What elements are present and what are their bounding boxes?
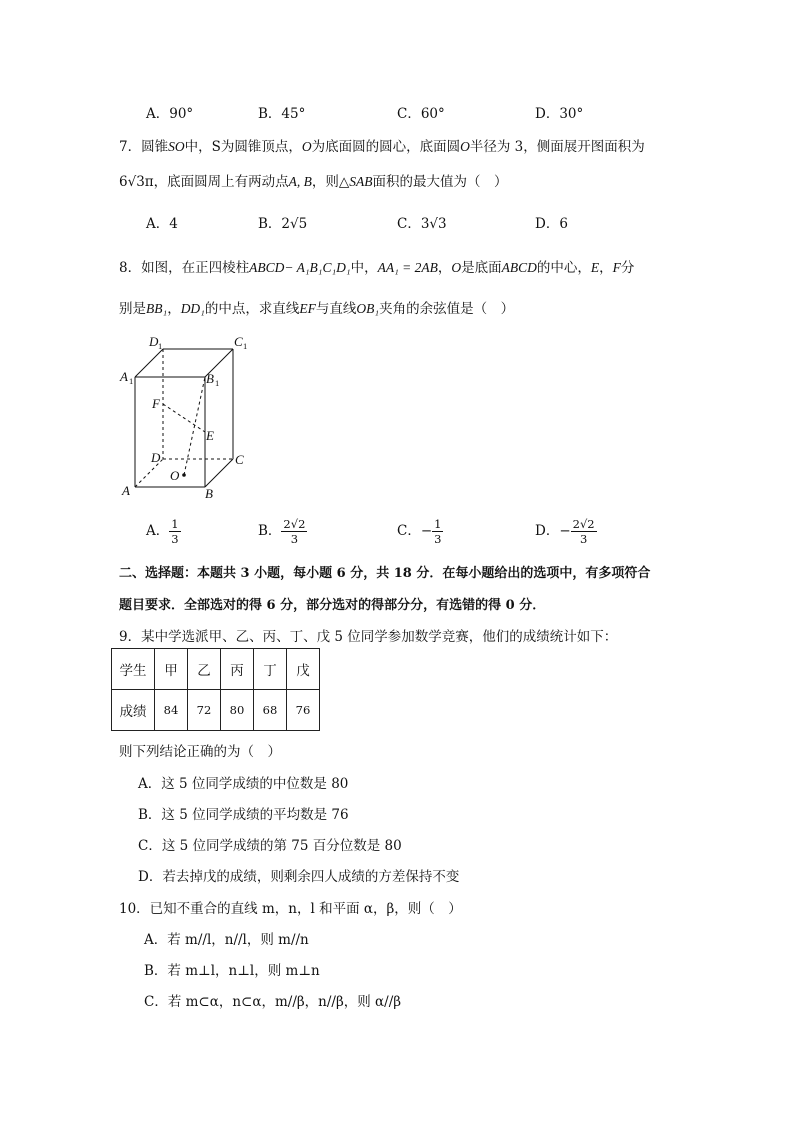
q8-stem-line2 <box>119 297 514 317</box>
q8-line-ef: EF <box>299 301 316 316</box>
label-d1-sub: 1 <box>158 341 163 351</box>
q7-area-value: 6√3π <box>119 174 154 190</box>
table-row <box>112 690 320 731</box>
q8-text: 别是 <box>119 301 146 317</box>
section2-instructions-line1: 二、选择题：本题共 3 小题，每小题 6 分，共 18 分．在每小题给出的选项中，有多项符合 <box>119 566 651 581</box>
label-e: E <box>206 428 214 443</box>
q6-option-b[interactable]: B．45° <box>258 106 306 122</box>
q8-equation: AA₁ = 2AB <box>377 260 438 275</box>
q6-option-c[interactable]: C．60° <box>397 106 445 122</box>
q8-text: 夹角的余弦值是（ ） <box>379 301 515 317</box>
q7-triangle: SAB <box>349 174 373 189</box>
q8-text: ， <box>599 260 613 276</box>
table-header-cell: 丙 <box>221 649 254 690</box>
label-b1-sub: 1 <box>215 378 220 388</box>
q7-option-c[interactable]: C．3√3 <box>397 216 447 232</box>
q8-option-a[interactable] <box>146 517 181 546</box>
q8-text: 的中点，求直线 <box>204 301 300 317</box>
q8-point-e: E <box>590 260 600 275</box>
label-o: O <box>170 468 180 483</box>
table-header-cell: 戊 <box>287 649 320 690</box>
q8-option-b[interactable] <box>258 517 307 546</box>
q8-point-f: F <box>612 260 621 275</box>
label-c1-sub: 1 <box>243 341 248 351</box>
numerator: 1 <box>171 517 179 531</box>
q8-stem-line1 <box>119 256 634 276</box>
label-c1: C <box>234 334 243 349</box>
q7-text: 中，S为圆锥顶点， <box>184 139 302 155</box>
prism-figure <box>115 330 265 505</box>
q6-option-a[interactable]: A．90° <box>146 106 194 122</box>
q9-stem: 9．某中学选派甲、乙、丙、丁、戊 5 位同学参加数学竞赛，他们的成绩统计如下： <box>119 629 618 645</box>
q7-option-b[interactable]: B．2√5 <box>258 216 308 232</box>
q7-text: 面积的最大值为（ ） <box>372 174 508 190</box>
q7-points: A, B <box>288 174 312 189</box>
q8-option-d[interactable] <box>535 517 597 546</box>
q7-option-d[interactable]: D．6 <box>535 216 568 232</box>
option-label: A． <box>146 523 170 539</box>
table-header-cell: 丁 <box>254 649 287 690</box>
q9-option-b[interactable]: B．这 5 位同学成绩的平均数是 76 <box>138 807 349 823</box>
table-cell: 80 <box>221 690 254 731</box>
table-cell: 成绩 <box>112 690 155 731</box>
q7-text: ，则△ <box>311 174 350 190</box>
q7-text: 半径为 3，侧面展开图面积为 <box>469 139 645 155</box>
q9-option-c[interactable]: C．这 5 位同学成绩的第 75 百分位数是 80 <box>138 838 402 854</box>
label-a1-sub: 1 <box>129 376 134 386</box>
table-cell: 72 <box>188 690 221 731</box>
q7-text: ，底面圆周上有两动点 <box>153 174 289 190</box>
fraction <box>432 517 443 546</box>
q8-segment-dd1: DD₁ <box>180 301 205 316</box>
section2-instructions-line2: 题目要求．全部选对的得 6 分，部分选对的得部分分，有选错的得 0 分． <box>119 598 546 613</box>
q8-text: 是底面 <box>461 260 502 276</box>
q8-text: ， <box>437 260 452 276</box>
label-c: C <box>235 452 244 467</box>
table-row <box>112 649 320 690</box>
fraction <box>281 517 307 546</box>
numerator: 2√2 <box>572 517 595 531</box>
label-b1: B <box>206 371 214 386</box>
numerator: 2√2 <box>283 517 306 531</box>
table-header-cell: 乙 <box>188 649 221 690</box>
q8-text: 与直线 <box>315 301 357 317</box>
q8-segment-bb1: BB₁ <box>146 301 168 316</box>
numerator: 1 <box>434 517 442 531</box>
q10-option-a[interactable]: A．若 m//l，n//l，则 m//n <box>144 932 309 948</box>
table-cell: 76 <box>287 690 320 731</box>
q9-option-a[interactable]: A．这 5 位同学成绩的中位数是 80 <box>138 776 349 792</box>
denominator: 3 <box>579 532 588 546</box>
label-d: D <box>151 450 161 465</box>
fraction <box>169 517 180 546</box>
option-label: D． <box>535 523 560 539</box>
q7-point-o: O <box>301 139 312 154</box>
option-label: B． <box>258 523 282 539</box>
q7-point-o: O <box>460 139 470 154</box>
q8-text: 分 <box>620 260 635 276</box>
denominator: 3 <box>290 532 299 546</box>
q9-score-table <box>111 648 320 731</box>
option-label: C． <box>397 523 421 539</box>
edge-a1d1 <box>135 349 163 377</box>
label-a1: A <box>120 369 128 384</box>
q10-option-c[interactable]: C．若 m⊂α，n⊂α，m//β，n//β，则 α//β <box>144 994 402 1010</box>
edge-bc <box>205 459 233 487</box>
q9-question: 则下列结论正确的为（ ） <box>119 744 281 760</box>
q8-option-c[interactable] <box>397 517 443 546</box>
q7-option-a[interactable]: A．4 <box>146 216 178 232</box>
fraction <box>571 517 597 546</box>
denominator: 3 <box>171 532 179 546</box>
label-d1: D <box>149 334 159 349</box>
table-header-cell: 学生 <box>112 649 155 690</box>
denominator: 3 <box>434 532 442 546</box>
q7-stem-line2 <box>119 170 508 190</box>
line-ob1 <box>184 377 205 475</box>
q10-option-b[interactable]: B．若 m⊥l，n⊥l，则 m⊥n <box>144 963 320 979</box>
minus-sign: − <box>420 523 433 539</box>
label-a: A <box>122 483 130 498</box>
q8-base-symbol: ABCD <box>501 260 537 275</box>
q7-cone-symbol: SO <box>168 139 185 154</box>
q7-number: 7．圆锥 <box>119 139 169 155</box>
q8-number: 8．如图，在正四棱柱 <box>119 260 250 276</box>
q7-stem-line1 <box>119 135 645 155</box>
q8-text: ， <box>167 301 181 317</box>
q8-line-ob1: OB₁ <box>356 301 380 316</box>
minus-sign: − <box>559 523 571 539</box>
q8-text: 中， <box>350 260 378 276</box>
q8-text: 的中心， <box>536 260 591 276</box>
q8-point-o: O <box>451 260 462 275</box>
q6-option-d[interactable]: D．30° <box>535 106 584 122</box>
q8-prism-symbol: ABCD− A₁B₁C₁D₁ <box>249 260 351 275</box>
q7-text: 为底面圆的圆心，底面圆 <box>311 139 461 155</box>
table-header-cell: 甲 <box>155 649 188 690</box>
label-b: B <box>205 486 213 501</box>
point-o-dot <box>182 473 186 477</box>
table-cell: 84 <box>155 690 188 731</box>
q9-option-d[interactable]: D．若去掉戊的成绩，则剩余四人成绩的方差保持不变 <box>138 869 460 885</box>
label-f: F <box>152 396 160 411</box>
table-cell: 68 <box>254 690 287 731</box>
q10-stem: 10．已知不重合的直线 m，n，l 和平面 α，β，则（ ） <box>119 901 462 917</box>
